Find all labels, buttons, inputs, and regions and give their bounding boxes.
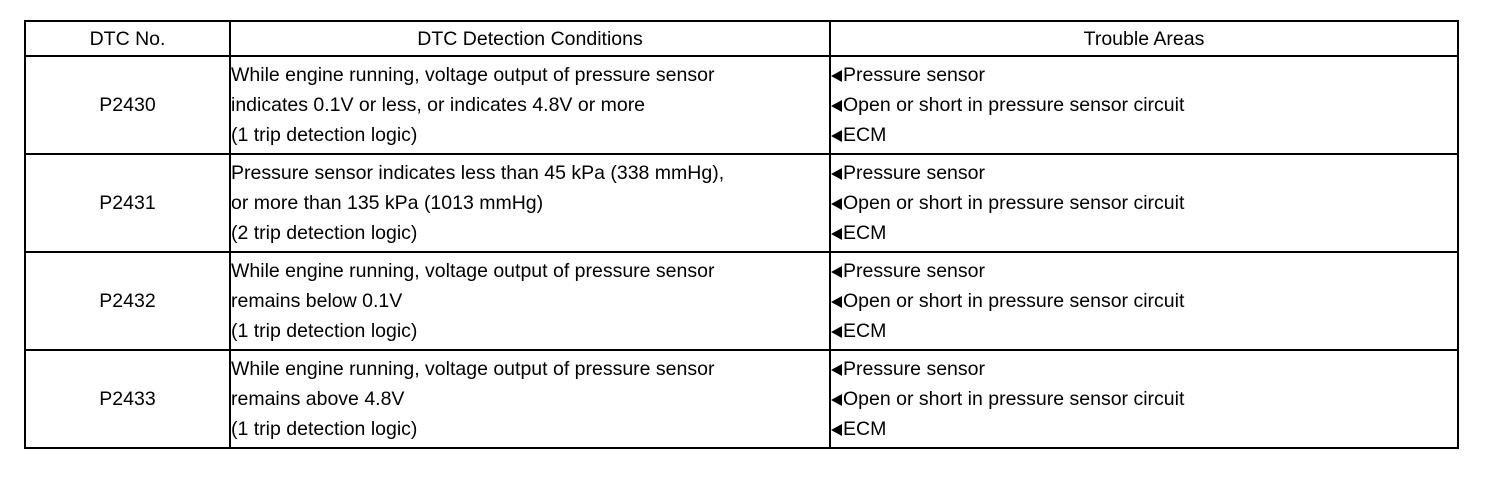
trouble-area-label: ECM — [843, 418, 887, 440]
trouble-area-item — [831, 158, 1457, 188]
condition-line: (1 trip detection logic) — [231, 124, 418, 146]
condition-line: remains below 0.1V — [231, 290, 403, 312]
trouble-area-item — [831, 188, 1457, 218]
triangle-bullet-icon — [831, 424, 842, 436]
triangle-bullet-icon — [831, 168, 842, 180]
trouble-area-label: ECM — [843, 222, 887, 244]
trouble-area-item — [831, 286, 1457, 316]
table-row — [25, 252, 1458, 350]
triangle-bullet-icon — [831, 266, 842, 278]
table-body — [25, 56, 1458, 448]
dtc-code: P2430 — [25, 56, 230, 154]
dtc-table — [24, 20, 1459, 449]
dtc-code: P2431 — [25, 154, 230, 252]
trouble-area-item — [831, 90, 1457, 120]
trouble-areas — [830, 56, 1458, 154]
condition-line: (2 trip detection logic) — [231, 222, 418, 244]
triangle-bullet-icon — [831, 394, 842, 406]
triangle-bullet-icon — [831, 228, 842, 240]
triangle-bullet-icon — [831, 100, 842, 112]
triangle-bullet-icon — [831, 326, 842, 338]
triangle-bullet-icon — [831, 296, 842, 308]
detection-conditions — [230, 154, 830, 252]
condition-line: (1 trip detection logic) — [231, 418, 418, 440]
table-row — [25, 350, 1458, 448]
trouble-area-label: Open or short in pressure sensor circuit — [843, 290, 1185, 312]
triangle-bullet-icon — [831, 364, 842, 376]
triangle-bullet-icon — [831, 70, 842, 82]
detection-conditions — [230, 56, 830, 154]
trouble-area-label: ECM — [843, 320, 887, 342]
condition-line: or more than 135 kPa (1013 mmHg) — [231, 192, 544, 214]
trouble-areas — [830, 350, 1458, 448]
detection-conditions — [230, 350, 830, 448]
header-row — [25, 21, 1458, 56]
dtc-code: P2433 — [25, 350, 230, 448]
condition-line: While engine running, voltage output of pressure sensor — [231, 260, 715, 282]
trouble-area-item — [831, 256, 1457, 286]
trouble-area-item — [831, 316, 1457, 346]
table-row — [25, 56, 1458, 154]
table-row — [25, 154, 1458, 252]
trouble-area-label: Open or short in pressure sensor circuit — [843, 388, 1185, 410]
dtc-code: P2432 — [25, 252, 230, 350]
trouble-area-label: Pressure sensor — [843, 260, 985, 282]
table-header — [25, 21, 1458, 56]
header-dtc-no: DTC No. — [25, 21, 230, 56]
triangle-bullet-icon — [831, 130, 842, 142]
header-detection-conditions: DTC Detection Conditions — [230, 21, 830, 56]
trouble-area-item — [831, 354, 1457, 384]
trouble-area-label: Open or short in pressure sensor circuit — [843, 94, 1185, 116]
trouble-area-label: Pressure sensor — [843, 64, 985, 86]
header-trouble-areas: Trouble Areas — [830, 21, 1458, 56]
trouble-areas — [830, 154, 1458, 252]
trouble-area-item — [831, 384, 1457, 414]
trouble-area-item — [831, 60, 1457, 90]
condition-line: indicates 0.1V or less, or indicates 4.8V or more — [231, 94, 646, 116]
condition-line: Pressure sensor indicates less than 45 kPa (338 mmHg), — [231, 162, 725, 184]
trouble-area-item — [831, 218, 1457, 248]
trouble-area-label: Pressure sensor — [843, 358, 985, 380]
trouble-area-label: ECM — [843, 124, 887, 146]
condition-line: While engine running, voltage output of pressure sensor — [231, 358, 715, 380]
trouble-area-item — [831, 120, 1457, 150]
trouble-areas — [830, 252, 1458, 350]
detection-conditions — [230, 252, 830, 350]
trouble-area-label: Pressure sensor — [843, 162, 985, 184]
triangle-bullet-icon — [831, 198, 842, 210]
condition-line: (1 trip detection logic) — [231, 320, 418, 342]
condition-line: remains above 4.8V — [231, 388, 405, 410]
trouble-area-item — [831, 414, 1457, 444]
trouble-area-label: Open or short in pressure sensor circuit — [843, 192, 1185, 214]
condition-line: While engine running, voltage output of pressure sensor — [231, 64, 715, 86]
